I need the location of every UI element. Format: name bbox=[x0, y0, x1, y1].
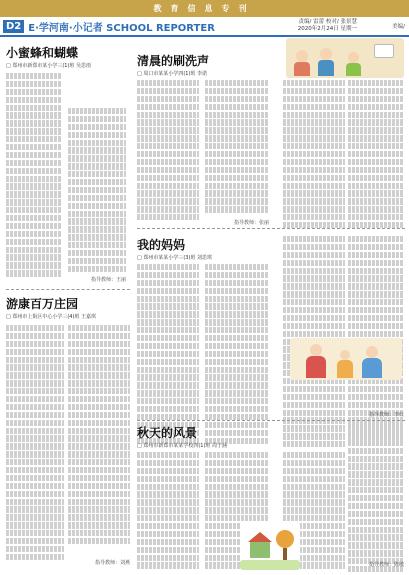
article-2-body-a bbox=[6, 325, 64, 562]
article-1 bbox=[6, 44, 126, 69]
article-3-teacher: 指导教师：张丽 bbox=[233, 220, 269, 226]
article-byline: □ 周口市某某小学四(1)班 李诺 bbox=[137, 71, 207, 77]
illustration-autumn bbox=[240, 522, 300, 572]
article-title: 游康百万庄园 bbox=[6, 297, 79, 311]
header-meta bbox=[298, 19, 357, 33]
meta-date: 2020年2月24日 星期一 bbox=[297, 26, 357, 32]
article-title: 我的妈妈 bbox=[137, 238, 186, 252]
article-2-teacher: 指导教师：刘燕 bbox=[94, 560, 130, 566]
article-3-body-b bbox=[205, 80, 269, 214]
top-banner bbox=[0, 0, 409, 17]
article-1-body-a bbox=[6, 73, 62, 278]
article-1-body-b bbox=[68, 108, 126, 274]
article-4-teacher: 指导教师：李红 bbox=[368, 412, 404, 418]
article-3-body-c bbox=[283, 80, 345, 230]
article-3 bbox=[137, 52, 277, 77]
article-title: 清晨的刷洗声 bbox=[137, 54, 210, 68]
article-5-body-d bbox=[348, 424, 404, 574]
section-title: E·学河南·小记者 SCHOOL REPORTER bbox=[28, 22, 215, 34]
page-header bbox=[0, 17, 409, 37]
article-byline: □ 郑州市新郑市某小学三(1)班 吴思雨 bbox=[6, 63, 91, 69]
divider bbox=[137, 420, 405, 421]
article-4-body-a bbox=[137, 264, 199, 445]
article-5-teacher: 指导教师：陈敏 bbox=[368, 562, 404, 568]
divider bbox=[6, 289, 130, 290]
article-2-body-b bbox=[68, 325, 130, 546]
illustration-family bbox=[290, 338, 402, 380]
article-3-body-d bbox=[348, 80, 404, 230]
article-byline: □ 郑州市新郑市某某学校四(1)班 周子涵 bbox=[137, 443, 227, 449]
article-2 bbox=[6, 295, 130, 320]
article-5-body-a bbox=[137, 452, 199, 570]
article-1-teacher: 指导教师：王丽 bbox=[90, 277, 126, 283]
meta-editors: 责编/ 雷蕾 校对/ 张景慧 bbox=[298, 19, 357, 25]
illustration-children bbox=[286, 38, 404, 78]
article-title: 秋天的风景 bbox=[137, 426, 198, 440]
article-3-body-a bbox=[137, 80, 199, 222]
article-byline: □ 郑州市某某小学三(3)班 刘思琪 bbox=[137, 255, 212, 261]
article-4-body-b bbox=[205, 264, 269, 445]
article-title: 小蜜蜂和蝴蝶 bbox=[6, 46, 79, 60]
header-editor: 美编/ bbox=[392, 24, 405, 30]
article-5 bbox=[137, 424, 297, 449]
divider bbox=[137, 228, 405, 229]
page-number: D2 bbox=[3, 20, 24, 33]
banner-text: 教育信息专刊 bbox=[153, 4, 256, 13]
article-byline: □ 郑州市上街区中心小学三(4)班 王嘉琪 bbox=[6, 314, 96, 320]
article-4 bbox=[137, 236, 277, 261]
